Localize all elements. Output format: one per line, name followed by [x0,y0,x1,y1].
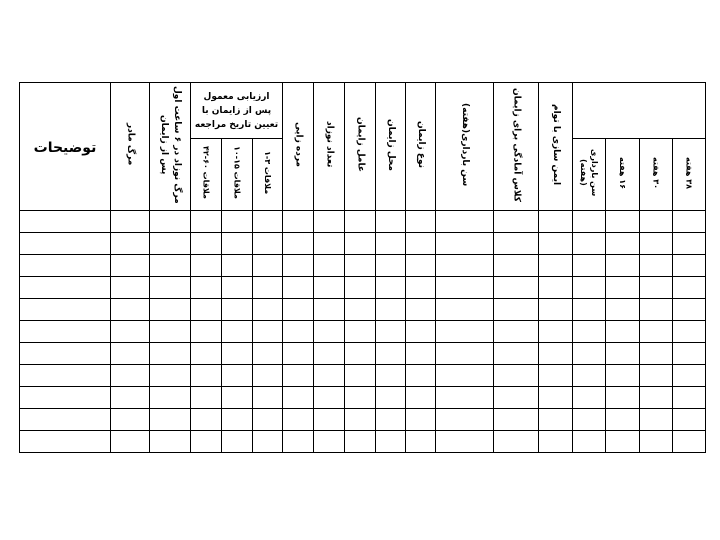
delivery-type-header: نوع زایمان [406,83,436,211]
table-cell[interactable] [283,255,314,277]
table-cell[interactable] [606,299,640,321]
table-cell[interactable] [345,299,376,321]
table-cell[interactable] [539,343,573,365]
table-cell[interactable] [606,431,640,453]
table-cell[interactable] [673,255,706,277]
table-cell[interactable] [406,321,436,343]
neonatal-death-header: مرگ نوزاد در ۶ ساعت اول پس از زایمان [150,83,191,211]
table-cell[interactable] [606,255,640,277]
table-cell[interactable] [253,211,283,233]
table-cell[interactable] [573,343,606,365]
table-cell[interactable] [436,365,494,387]
table-cell[interactable] [150,255,191,277]
table-cell[interactable] [253,343,283,365]
table-cell[interactable] [111,387,150,409]
prenatal-group-header [573,83,706,139]
table-cell[interactable] [150,277,191,299]
tetanus-header: ایمن سازی با توام [539,83,573,211]
table-cell[interactable] [606,321,640,343]
newborn-count-header: تعداد نوزاد [314,83,345,211]
table-cell[interactable] [573,431,606,453]
table-cell[interactable] [20,233,111,255]
table-cell[interactable] [640,321,673,343]
table-cell[interactable] [494,211,539,233]
table-cell[interactable] [640,255,673,277]
table-row [20,365,706,387]
table-cell[interactable] [606,233,640,255]
visit-header: ملاقات ۱۵-۱۰ [222,139,253,211]
table-cell[interactable] [436,299,494,321]
table-cell[interactable] [606,409,640,431]
table-cell[interactable] [406,343,436,365]
table-cell[interactable] [573,233,606,255]
table-cell[interactable] [283,431,314,453]
table-cell[interactable] [150,299,191,321]
table-cell[interactable] [494,343,539,365]
table-cell[interactable] [314,321,345,343]
table-cell[interactable] [253,277,283,299]
table-cell[interactable] [376,409,406,431]
table-cell[interactable] [314,211,345,233]
table-cell[interactable] [673,431,706,453]
table-cell[interactable] [345,211,376,233]
table-cell[interactable] [673,409,706,431]
table-cell[interactable] [111,299,150,321]
table-cell[interactable] [314,233,345,255]
table-cell[interactable] [640,211,673,233]
table-cell[interactable] [253,255,283,277]
table-cell[interactable] [253,387,283,409]
table-cell[interactable] [436,277,494,299]
table-cell[interactable] [111,277,150,299]
table-cell[interactable] [406,365,436,387]
table-cell[interactable] [283,277,314,299]
table-cell[interactable] [494,233,539,255]
table-cell[interactable] [150,365,191,387]
table-cell[interactable] [436,387,494,409]
table-cell[interactable] [606,343,640,365]
table-cell[interactable] [314,299,345,321]
table-cell[interactable] [494,321,539,343]
table-cell[interactable] [606,211,640,233]
table-cell[interactable] [376,343,406,365]
childbirth-class-header: کلاس آمادگی برای زایمان [494,83,539,211]
table-cell[interactable] [376,321,406,343]
table-cell[interactable] [150,321,191,343]
table-cell[interactable] [253,321,283,343]
birth-place-header: محل زایمان [376,83,406,211]
table-cell[interactable] [573,277,606,299]
table-cell[interactable] [111,409,150,431]
table-cell[interactable] [191,277,222,299]
pregnancy-record-table [19,82,706,453]
table-cell[interactable] [150,431,191,453]
table-cell[interactable] [222,211,253,233]
table-row [20,321,706,343]
table-cell[interactable] [111,233,150,255]
table-cell[interactable] [283,321,314,343]
table-cell[interactable] [539,211,573,233]
prenatal-header: ۳۰ هفته [640,139,673,211]
table-cell[interactable] [376,365,406,387]
table-cell[interactable] [539,387,573,409]
table-cell[interactable] [573,299,606,321]
table-cell[interactable] [494,255,539,277]
visit-header: ملاقات ۳-۱ [253,139,283,211]
table-cell[interactable] [191,431,222,453]
table-cell[interactable] [20,299,111,321]
table-cell[interactable] [150,387,191,409]
table-cell[interactable] [222,387,253,409]
table-cell[interactable] [150,409,191,431]
table-cell[interactable] [406,387,436,409]
table-cell[interactable] [606,277,640,299]
table-cell[interactable] [191,321,222,343]
table-cell[interactable] [376,211,406,233]
table-cell[interactable] [640,431,673,453]
table-cell[interactable] [436,255,494,277]
table-row [20,409,706,431]
table-cell[interactable] [640,277,673,299]
table-cell[interactable] [191,343,222,365]
table-cell[interactable] [673,387,706,409]
table-cell[interactable] [640,387,673,409]
table-cell[interactable] [345,321,376,343]
table-cell[interactable] [283,233,314,255]
table-cell[interactable] [253,365,283,387]
table-cell[interactable] [20,365,111,387]
table-cell[interactable] [539,299,573,321]
table-cell[interactable] [191,365,222,387]
table-cell[interactable] [111,321,150,343]
table-cell[interactable] [314,365,345,387]
table-cell[interactable] [111,365,150,387]
table-cell[interactable] [345,387,376,409]
prenatal-header: ۳۸ هفته [673,139,706,211]
table-cell[interactable] [191,299,222,321]
table-cell[interactable] [640,233,673,255]
table-cell[interactable] [573,255,606,277]
table-cell[interactable] [283,365,314,387]
table-cell[interactable] [20,211,111,233]
table-cell[interactable] [20,321,111,343]
table-cell[interactable] [20,409,111,431]
table-cell[interactable] [283,343,314,365]
table-row [20,299,706,321]
table-cell[interactable] [111,255,150,277]
table-cell[interactable] [345,365,376,387]
table-cell[interactable] [111,211,150,233]
table-cell[interactable] [222,343,253,365]
table-cell[interactable] [345,431,376,453]
table-cell[interactable] [640,343,673,365]
table-cell[interactable] [673,277,706,299]
table-cell[interactable] [376,299,406,321]
table-row [20,255,706,277]
table-cell[interactable] [406,299,436,321]
table-cell[interactable] [494,277,539,299]
table-cell[interactable] [314,277,345,299]
table-cell[interactable] [20,255,111,277]
table-cell[interactable] [494,387,539,409]
table-cell[interactable] [191,387,222,409]
table-row [20,277,706,299]
table-cell[interactable] [20,277,111,299]
maternal-death-header: مرگ مادر [111,83,150,211]
table-cell[interactable] [20,343,111,365]
table-cell[interactable] [539,277,573,299]
table-cell[interactable] [111,343,150,365]
table-cell[interactable] [494,299,539,321]
table-cell[interactable] [191,255,222,277]
table-cell[interactable] [673,365,706,387]
table-cell[interactable] [539,431,573,453]
visit-header: ملاقات ۶۰-۴۲ [191,139,222,211]
table-cell[interactable] [222,409,253,431]
table-row [20,343,706,365]
table-cell[interactable] [573,211,606,233]
table-cell[interactable] [150,211,191,233]
table-cell[interactable] [640,409,673,431]
gestational-age-header: سن بارداری(هفته) [436,83,494,211]
table-cell[interactable] [283,211,314,233]
table-cell[interactable] [345,409,376,431]
table-cell[interactable] [345,233,376,255]
table-cell[interactable] [573,321,606,343]
table-cell[interactable] [345,255,376,277]
table-cell[interactable] [283,409,314,431]
table-row [20,211,706,233]
table-cell[interactable] [436,409,494,431]
table-cell[interactable] [406,409,436,431]
table-cell[interactable] [573,387,606,409]
table-cell[interactable] [606,387,640,409]
table-cell[interactable] [673,211,706,233]
table-cell[interactable] [191,233,222,255]
table-cell[interactable] [222,255,253,277]
table-cell[interactable] [406,211,436,233]
table-cell[interactable] [436,343,494,365]
table-cell[interactable] [539,255,573,277]
table-cell[interactable] [494,365,539,387]
table-cell[interactable] [673,233,706,255]
table-cell[interactable] [253,431,283,453]
table-cell[interactable] [222,321,253,343]
table-cell[interactable] [436,321,494,343]
table-cell[interactable] [283,387,314,409]
prenatal-header: سن بارداری (هفته) [573,139,606,211]
table-cell[interactable] [20,431,111,453]
table-cell[interactable] [573,409,606,431]
table-cell[interactable] [539,233,573,255]
table-cell[interactable] [494,431,539,453]
table-cell[interactable] [253,299,283,321]
table-cell[interactable] [406,233,436,255]
routine-eval-header: ارزیابی معمول پس از زایمان با تعیین تاریخ مراجعه [191,83,283,139]
prenatal-header: ۱۶ هفته [606,139,640,211]
table-cell[interactable] [222,431,253,453]
table-cell[interactable] [673,299,706,321]
table-cell[interactable] [640,365,673,387]
birth-attendant-header: عامل زایمان [345,83,376,211]
table-cell[interactable] [436,211,494,233]
table-cell[interactable] [673,321,706,343]
stillbirth-header: مرده زایی [283,83,314,211]
table-cell[interactable] [376,233,406,255]
table-cell[interactable] [406,277,436,299]
table-cell[interactable] [436,431,494,453]
table-cell[interactable] [314,431,345,453]
table-cell[interactable] [253,233,283,255]
table-cell[interactable] [406,255,436,277]
table-cell[interactable] [606,365,640,387]
notes-header: توضیحات [20,83,111,211]
table-cell[interactable] [406,431,436,453]
table-cell[interactable] [376,387,406,409]
table-cell[interactable] [494,409,539,431]
table-cell[interactable] [191,211,222,233]
table-cell[interactable] [191,409,222,431]
table-cell[interactable] [222,277,253,299]
table-cell[interactable] [376,255,406,277]
table-cell[interactable] [222,365,253,387]
table-cell[interactable] [314,343,345,365]
table-cell[interactable] [314,387,345,409]
table-cell[interactable] [314,409,345,431]
table-cell[interactable] [436,233,494,255]
table-cell[interactable] [222,233,253,255]
table-row [20,233,706,255]
table-cell[interactable] [640,299,673,321]
table-cell[interactable] [376,431,406,453]
table-cell[interactable] [539,365,573,387]
table-row [20,431,706,453]
table-cell[interactable] [539,409,573,431]
table-cell[interactable] [150,343,191,365]
table-cell[interactable] [314,255,345,277]
table-cell[interactable] [673,343,706,365]
table-cell[interactable] [539,321,573,343]
table-cell[interactable] [376,277,406,299]
table-cell[interactable] [150,233,191,255]
table-cell[interactable] [573,365,606,387]
table-cell[interactable] [253,409,283,431]
table-cell[interactable] [345,343,376,365]
table-cell[interactable] [20,387,111,409]
table-cell[interactable] [222,299,253,321]
table-cell[interactable] [345,277,376,299]
table-cell[interactable] [111,431,150,453]
table-cell[interactable] [283,299,314,321]
table-row [20,387,706,409]
